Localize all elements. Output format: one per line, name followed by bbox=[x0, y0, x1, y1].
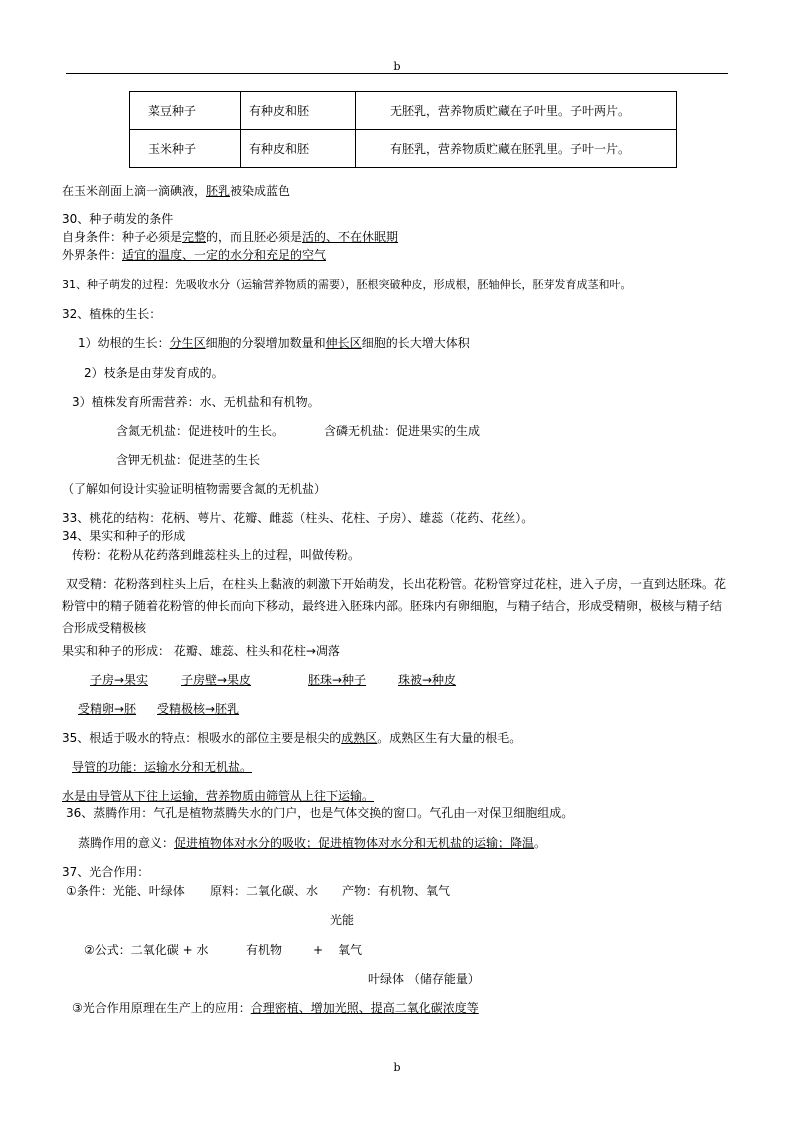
underlined-term: 伸长区 bbox=[325, 336, 362, 350]
experiment-note: （了解如何设计实验证明植物需要含氮的无机盐） bbox=[62, 482, 327, 496]
section-30-title: 30、种子萌发的条件 bbox=[62, 212, 174, 226]
photosynthesis-raw-materials: 原料：二氧化碳、水 bbox=[210, 884, 319, 898]
seed-comparison-table bbox=[129, 91, 677, 168]
pollination-line: 传粉：花粉从花药落到雌蕊柱头上的过程，叫做传粉。 bbox=[72, 548, 361, 562]
table-row bbox=[130, 92, 677, 130]
text-run: ③光合作用原理在生产上的应用： bbox=[72, 1001, 251, 1015]
text-run: 细胞的分裂增加数量和 bbox=[205, 336, 326, 350]
text-run: 。成熟区生有大量的根毛。 bbox=[377, 731, 522, 745]
ovary-fruit: 子房→果实 bbox=[90, 673, 149, 687]
text-run: 蒸腾作用的意义： bbox=[78, 836, 175, 850]
transport-line: 水是由导管从下往上运输，营养物质由筛管从上往下运输。 bbox=[62, 789, 375, 803]
external-condition-line bbox=[62, 247, 326, 263]
text-run: 的，而且胚必须是 bbox=[206, 230, 303, 244]
page-footer-letter: b bbox=[393, 1061, 401, 1074]
text-run: 。 bbox=[534, 836, 547, 850]
underlined-term: 合理密植、增加光照、提高二氧化碳浓度等 bbox=[250, 1001, 479, 1015]
zygote-embryo: 受精卵→胚 bbox=[78, 702, 137, 716]
underlined-term: 完整 bbox=[182, 230, 207, 244]
header-rule bbox=[66, 73, 728, 74]
formula-reactants: ②公式：二氧化碳 + 水 bbox=[84, 943, 209, 957]
nutrition-line: 3）植株发育所需营养：水、无机盐和有机物。 bbox=[72, 395, 320, 409]
text-run: 自身条件：种子必须是 bbox=[62, 230, 183, 244]
branch-line: 2）枝条是由芽发育成的。 bbox=[84, 366, 224, 380]
potassium-salt-line: 含钾无机盐：促进茎的生长 bbox=[116, 453, 261, 467]
seed-name-cell: 玉米种子 bbox=[130, 130, 241, 168]
transpiration-meaning-line bbox=[78, 835, 546, 851]
self-condition-line bbox=[62, 229, 398, 245]
double-fertilization-paragraph: 双受精：花粉落到柱头上后，在柱头上黏液的刺激下开始萌发，长出花粉管。花粉管穿过花柱，进入子房，一直到达胚珠。花粉管中的精子随着花粉管的伸长而向下移动，最终进入胚珠内部。胚珠内有卵细胞，与精子结合，形成受精卵，极核与精子结合形成受精极核 bbox=[62, 577, 727, 635]
seed-desc-cell: 无胚乳，营养物质贮藏在子叶里。子叶两片。 bbox=[356, 92, 677, 130]
formula-plus: + bbox=[313, 943, 324, 957]
seed-parts-cell: 有种皮和胚 bbox=[241, 92, 356, 130]
light-energy-label: 光能 bbox=[330, 913, 355, 927]
formula-organic: 有机物 bbox=[246, 943, 283, 957]
phosphorus-salt-line: 含磷无机盐：促进果实的生成 bbox=[324, 424, 481, 438]
section-32-title: 32、植株的生长： bbox=[62, 307, 162, 321]
formula-oxygen: 氧气 bbox=[338, 943, 363, 957]
section-34-title: 34、果实和种子的形成 bbox=[62, 529, 186, 543]
vessel-function-line: 导管的功能：运输水分和无机盐。 bbox=[72, 760, 253, 774]
seed-name-cell: 菜豆种子 bbox=[130, 92, 241, 130]
text-run: 1）幼根的生长： bbox=[78, 336, 170, 350]
photosynthesis-application-line bbox=[72, 1000, 479, 1016]
text-run: 35、根适于吸水的特点：根吸水的部位主要是根尖的 bbox=[62, 731, 342, 745]
nitrogen-salt-line: 含氮无机盐：促进枝叶的生长。 bbox=[116, 424, 285, 438]
text-run: 被染成蓝色 bbox=[230, 184, 291, 198]
iodine-test-line bbox=[62, 183, 290, 199]
section-31-line: 31、种子萌发的过程：先吸收水分（运输营养物质的需要），胚根突破种皮，形成根，胚轴伸长，胚芽发育成茎和叶。 bbox=[62, 278, 632, 291]
ovary-wall-peel: 子房壁→果皮 bbox=[181, 673, 252, 687]
seed-desc-cell: 有胚乳，营养物质贮藏在胚乳里。子叶一片。 bbox=[356, 130, 677, 168]
root-growth-line bbox=[78, 335, 470, 351]
fruit-formation-line: 果实和种子的形成： 花瓣、雄蕊、柱头和花柱→凋落 bbox=[62, 644, 340, 658]
text-run: 细胞的长大增大体积 bbox=[361, 336, 470, 350]
section-36-line: 36、蒸腾作用：气孔是植物蒸腾失水的门户，也是气体交换的窗口。气孔由一对保卫细胞组成。 bbox=[66, 806, 574, 820]
underlined-term: 成熟区 bbox=[341, 731, 378, 745]
seed-parts-cell: 有种皮和胚 bbox=[241, 130, 356, 168]
text-run: 外界条件： bbox=[62, 248, 123, 262]
underlined-term: 分生区 bbox=[169, 336, 206, 350]
underlined-term: 适宜的温度、一定的水分和充足的空气 bbox=[122, 248, 327, 262]
page-header-letter: b bbox=[393, 60, 401, 73]
underlined-term: 胚乳 bbox=[206, 184, 231, 198]
ovule-seed: 胚珠→种子 bbox=[308, 673, 367, 687]
section-37-title: 37、光合作用： bbox=[62, 865, 150, 879]
section-35-line bbox=[62, 730, 521, 746]
chloroplast-label: 叶绿体 （储存能量） bbox=[368, 972, 480, 986]
photosynthesis-conditions: ①条件：光能、叶绿体 bbox=[66, 884, 185, 898]
underlined-term: 活的、不在休眠期 bbox=[302, 230, 399, 244]
photosynthesis-products: 产物：有机物、氧气 bbox=[342, 884, 451, 898]
table-row bbox=[130, 130, 677, 168]
polar-nucleus-endosperm: 受精极核→胚乳 bbox=[157, 702, 240, 716]
integument-seedcoat: 珠被→种皮 bbox=[398, 673, 457, 687]
underlined-term: 促进植物体对水分的吸收；促进植物体对水分和无机盐的运输；降温 bbox=[174, 836, 535, 850]
text-run: 在玉米剖面上滴一滴碘液， bbox=[62, 184, 207, 198]
section-33-line: 33、桃花的结构：花柄、萼片、花瓣、雌蕊（柱头、花柱、子房）、雄蕊（花药、花丝）。 bbox=[62, 511, 534, 525]
